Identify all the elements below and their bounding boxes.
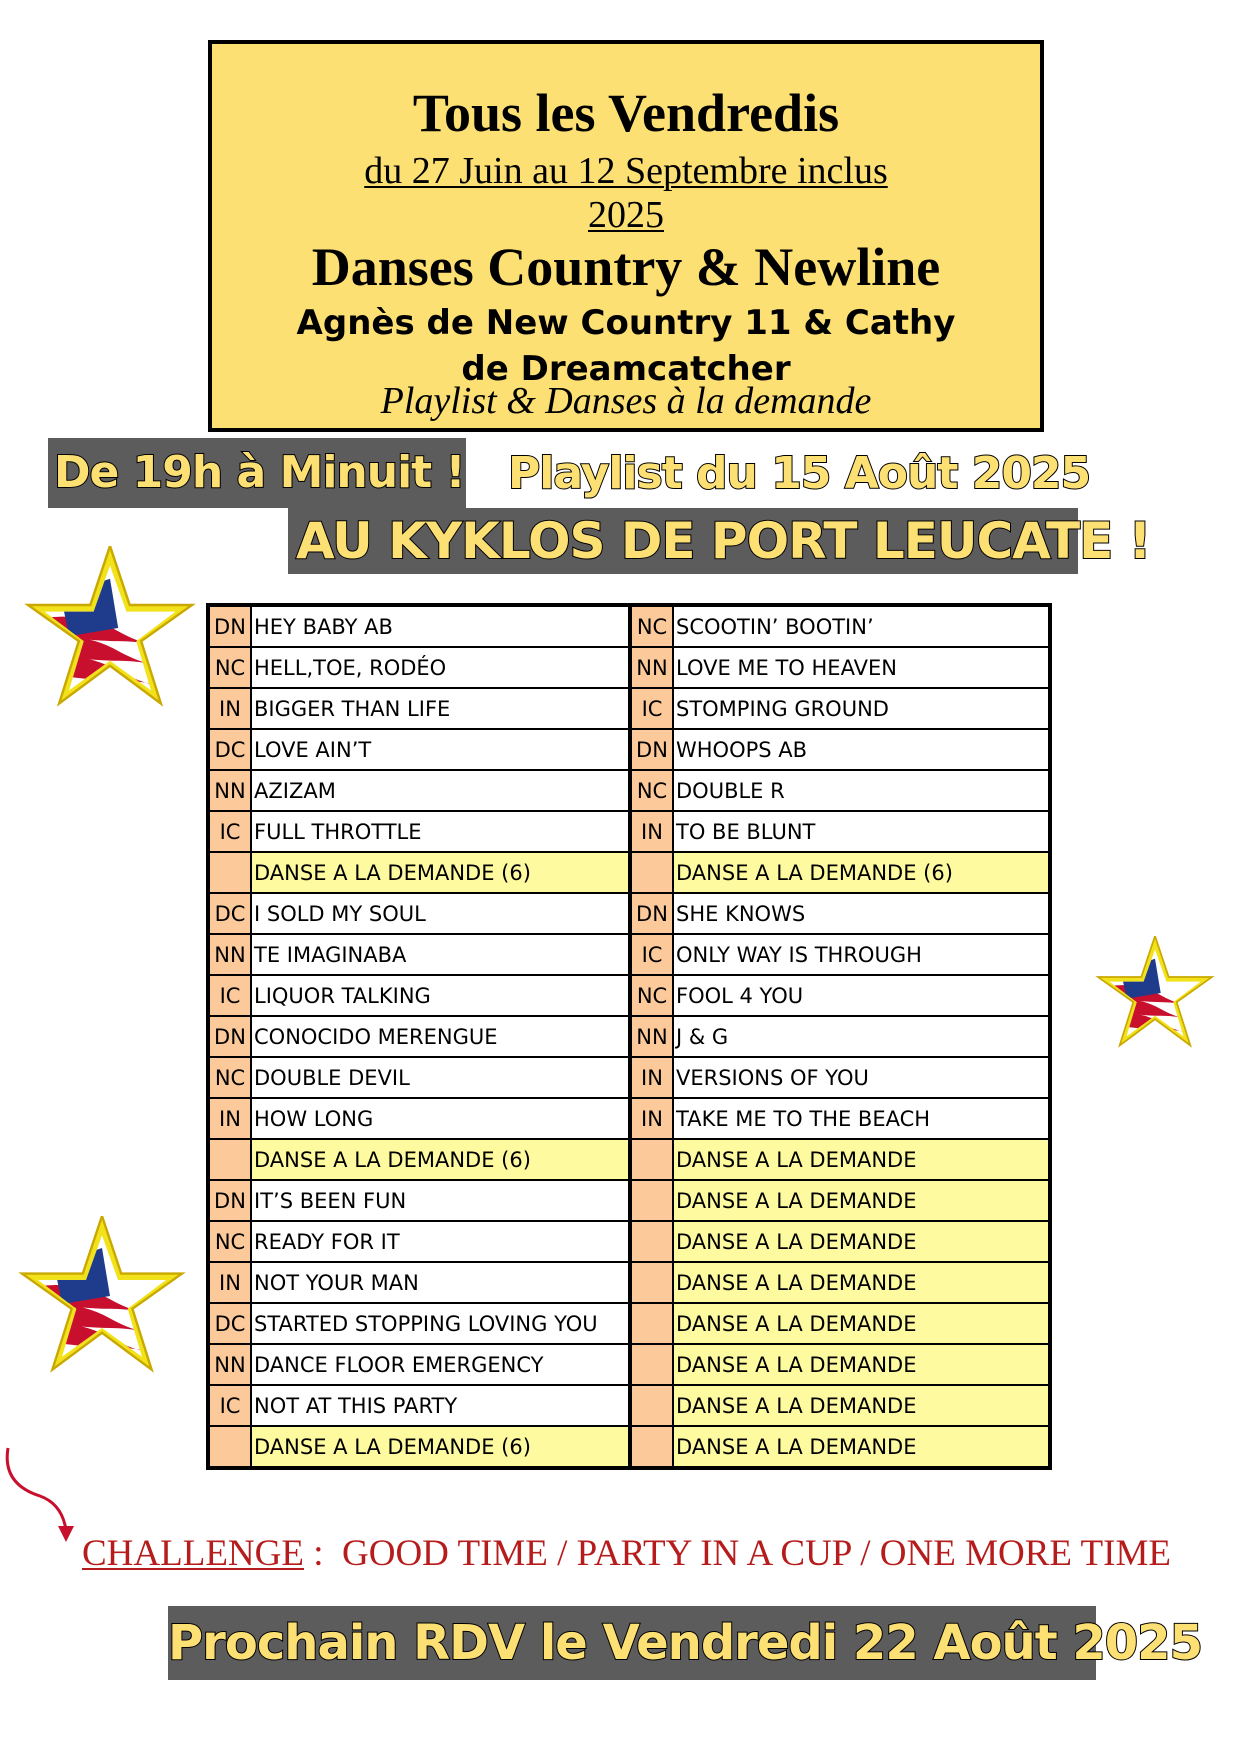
dance-style-code: IC bbox=[208, 975, 251, 1016]
dance-style-code bbox=[208, 1426, 251, 1468]
dance-title: SCOOTIN’ BOOTIN’ bbox=[673, 605, 1050, 647]
dance-title: READY FOR IT bbox=[251, 1221, 630, 1262]
dance-style-code: NC bbox=[208, 1057, 251, 1098]
playlist-row bbox=[208, 975, 1050, 1016]
american-flag-star-icon bbox=[1084, 936, 1226, 1050]
dance-on-demand-slot: DANSE A LA DEMANDE bbox=[673, 1139, 1050, 1180]
playlist-row bbox=[208, 1057, 1050, 1098]
dance-title: TAKE ME TO THE BEACH bbox=[673, 1098, 1050, 1139]
american-flag-star-icon bbox=[14, 546, 206, 710]
playlist-row bbox=[208, 688, 1050, 729]
dance-style-code: NN bbox=[208, 770, 251, 811]
event-year: 2025 bbox=[588, 194, 664, 236]
challenge-separator: : bbox=[303, 1533, 342, 1574]
dance-style-code bbox=[208, 852, 251, 893]
dance-title: TO BE BLUNT bbox=[673, 811, 1050, 852]
time-banner: De 19h à Minuit ! bbox=[48, 438, 466, 508]
dance-style-code: IN bbox=[208, 1262, 251, 1303]
event-dates: du 27 Juin au 12 Septembre inclus bbox=[364, 150, 888, 192]
dance-style-code: DN bbox=[630, 729, 673, 770]
playlist-row bbox=[208, 811, 1050, 852]
dance-style-code: DN bbox=[630, 893, 673, 934]
dance-title: AZIZAM bbox=[251, 770, 630, 811]
dance-on-demand-slot: DANSE A LA DEMANDE bbox=[673, 1180, 1050, 1221]
dance-style-code: IC bbox=[630, 934, 673, 975]
dance-title: LOVE ME TO HEAVEN bbox=[673, 647, 1050, 688]
dance-style-code bbox=[630, 1139, 673, 1180]
event-title: Tous les Vendredis bbox=[412, 83, 840, 143]
place-banner: AU KYKLOS DE PORT LEUCATE ! bbox=[288, 508, 1078, 574]
playlist-date-banner: Playlist du 15 Août 2025 bbox=[508, 448, 1091, 499]
dance-title: TE IMAGINABA bbox=[251, 934, 630, 975]
dance-style-code: NC bbox=[630, 770, 673, 811]
challenge-label: CHALLENGE bbox=[82, 1533, 304, 1574]
dance-style-code: IC bbox=[208, 1385, 251, 1426]
playlist-note: Playlist & Danses à la demande bbox=[380, 380, 872, 422]
dance-title: WHOOPS AB bbox=[673, 729, 1050, 770]
playlist-row bbox=[208, 934, 1050, 975]
event-subtitle: Danses Country & Newline bbox=[311, 237, 941, 297]
dance-title: DANCE FLOOR EMERGENCY bbox=[251, 1344, 630, 1385]
playlist-body bbox=[208, 605, 1050, 1468]
dance-on-demand-slot: DANSE A LA DEMANDE bbox=[673, 1344, 1050, 1385]
event-hosts: Agnès de New Country 11 & Cathy de Dreamcatcher bbox=[296, 303, 956, 389]
dance-style-code: NN bbox=[208, 934, 251, 975]
dance-title: DOUBLE DEVIL bbox=[251, 1057, 630, 1098]
dance-title: HELL,TOE, RODÉO bbox=[251, 647, 630, 688]
playlist-row bbox=[208, 852, 1050, 893]
dance-on-demand-slot: DANSE A LA DEMANDE bbox=[673, 1385, 1050, 1426]
dance-title: LOVE AIN’T bbox=[251, 729, 630, 770]
dance-style-code bbox=[630, 1385, 673, 1426]
dance-on-demand-slot: DANSE A LA DEMANDE (6) bbox=[251, 852, 630, 893]
playlist-row bbox=[208, 1262, 1050, 1303]
dance-title: HOW LONG bbox=[251, 1098, 630, 1139]
challenge-line bbox=[82, 1532, 1171, 1575]
dance-title: NOT AT THIS PARTY bbox=[251, 1385, 630, 1426]
dance-style-code: IC bbox=[630, 688, 673, 729]
dance-title: SHE KNOWS bbox=[673, 893, 1050, 934]
dance-title: IT’S BEEN FUN bbox=[251, 1180, 630, 1221]
american-flag-star-icon bbox=[4, 1216, 200, 1376]
challenge-songs: GOOD TIME / PARTY IN A CUP / ONE MORE TIME bbox=[342, 1533, 1171, 1574]
dance-style-code: DC bbox=[208, 893, 251, 934]
dance-title: STOMPING GROUND bbox=[673, 688, 1050, 729]
dance-style-code: DC bbox=[208, 729, 251, 770]
dance-style-code: NN bbox=[630, 1016, 673, 1057]
playlist-row bbox=[208, 1221, 1050, 1262]
dance-style-code: DN bbox=[208, 1180, 251, 1221]
dance-title: FOOL 4 YOU bbox=[673, 975, 1050, 1016]
dance-style-code: DN bbox=[208, 1016, 251, 1057]
dance-style-code bbox=[630, 1303, 673, 1344]
dance-on-demand-slot: DANSE A LA DEMANDE (6) bbox=[251, 1139, 630, 1180]
dance-title: LIQUOR TALKING bbox=[251, 975, 630, 1016]
dance-title: ONLY WAY IS THROUGH bbox=[673, 934, 1050, 975]
dance-on-demand-slot: DANSE A LA DEMANDE (6) bbox=[251, 1426, 630, 1468]
dance-style-code: NN bbox=[208, 1344, 251, 1385]
dance-on-demand-slot: DANSE A LA DEMANDE bbox=[673, 1262, 1050, 1303]
playlist-row bbox=[208, 605, 1050, 647]
dance-style-code: IN bbox=[630, 811, 673, 852]
dance-style-code: DC bbox=[208, 1303, 251, 1344]
dance-title: FULL THROTTLE bbox=[251, 811, 630, 852]
dance-style-code bbox=[630, 852, 673, 893]
dance-title: J & G bbox=[673, 1016, 1050, 1057]
dance-title: HEY BABY AB bbox=[251, 605, 630, 647]
dance-style-code bbox=[630, 1262, 673, 1303]
dance-style-code bbox=[630, 1426, 673, 1468]
dance-title: VERSIONS OF YOU bbox=[673, 1057, 1050, 1098]
next-date-banner: Prochain RDV le Vendredi 22 Août 2025 bbox=[168, 1606, 1096, 1680]
playlist-row bbox=[208, 1016, 1050, 1057]
dance-title: BIGGER THAN LIFE bbox=[251, 688, 630, 729]
playlist-row bbox=[208, 1303, 1050, 1344]
dance-style-code: NC bbox=[630, 605, 673, 647]
dance-on-demand-slot: DANSE A LA DEMANDE bbox=[673, 1221, 1050, 1262]
dance-title: STARTED STOPPING LOVING YOU bbox=[251, 1303, 630, 1344]
playlist-row bbox=[208, 1385, 1050, 1426]
playlist-row bbox=[208, 1426, 1050, 1468]
playlist-row bbox=[208, 1098, 1050, 1139]
playlist-row bbox=[208, 1180, 1050, 1221]
dance-style-code: IN bbox=[630, 1098, 673, 1139]
dance-on-demand-slot: DANSE A LA DEMANDE bbox=[673, 1426, 1050, 1468]
dance-style-code bbox=[630, 1221, 673, 1262]
dance-on-demand-slot: DANSE A LA DEMANDE bbox=[673, 1303, 1050, 1344]
dance-style-code bbox=[630, 1180, 673, 1221]
dance-style-code: NC bbox=[630, 975, 673, 1016]
playlist-row bbox=[208, 647, 1050, 688]
dance-on-demand-slot: DANSE A LA DEMANDE (6) bbox=[673, 852, 1050, 893]
event-header bbox=[208, 40, 1044, 432]
playlist-row bbox=[208, 1344, 1050, 1385]
dance-style-code: IN bbox=[630, 1057, 673, 1098]
playlist-row bbox=[208, 729, 1050, 770]
playlist-row bbox=[208, 893, 1050, 934]
dance-title: I SOLD MY SOUL bbox=[251, 893, 630, 934]
dance-title: CONOCIDO MERENGUE bbox=[251, 1016, 630, 1057]
dance-title: NOT YOUR MAN bbox=[251, 1262, 630, 1303]
dance-style-code: NC bbox=[208, 1221, 251, 1262]
playlist-row bbox=[208, 770, 1050, 811]
dance-style-code: NN bbox=[630, 647, 673, 688]
dance-style-code: IN bbox=[208, 1098, 251, 1139]
dance-style-code bbox=[208, 1139, 251, 1180]
playlist-table bbox=[206, 603, 1052, 1470]
curved-arrow-icon bbox=[0, 1444, 90, 1548]
dance-style-code: IC bbox=[208, 811, 251, 852]
dance-title: DOUBLE R bbox=[673, 770, 1050, 811]
dance-style-code: IN bbox=[208, 688, 251, 729]
playlist-row bbox=[208, 1139, 1050, 1180]
dance-style-code bbox=[630, 1344, 673, 1385]
dance-style-code: DN bbox=[208, 605, 251, 647]
dance-style-code: NC bbox=[208, 647, 251, 688]
